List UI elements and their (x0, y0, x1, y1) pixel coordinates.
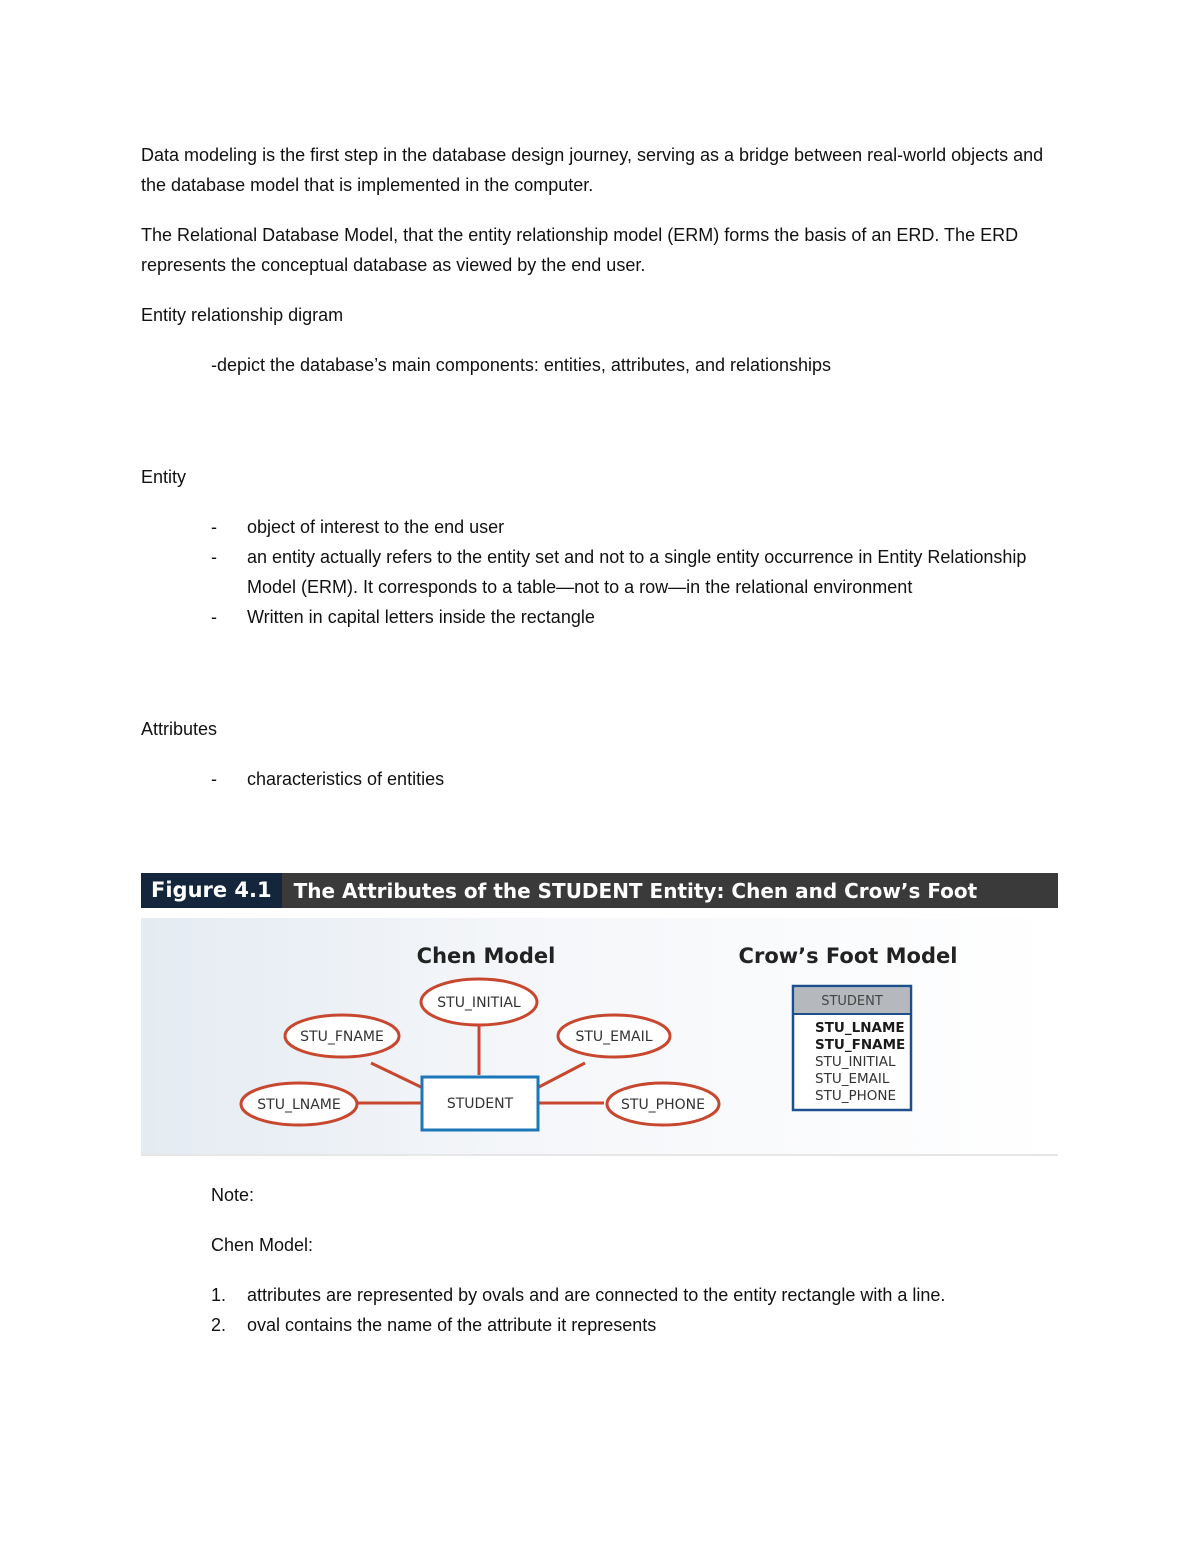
chen-model-heading: Chen Model: (211, 1235, 314, 1255)
crows-foot-attr-fname: STU_FNAME (815, 1037, 906, 1053)
bullet-marker: - (211, 769, 217, 789)
crows-foot-attr-lname: STU_LNAME (815, 1020, 905, 1036)
note-label: Note: (211, 1185, 255, 1205)
figure-4-1 (141, 873, 1058, 1156)
attribute-label-email: STU_EMAIL (575, 1029, 653, 1045)
crows-foot-model-title: Crow’s Foot Model (738, 944, 958, 968)
entity-heading: Entity (141, 467, 187, 487)
bullet-text: characteristics of entities (247, 769, 445, 789)
notes-section (211, 1180, 1051, 1340)
entity-bullet-1 (141, 512, 1061, 542)
intro-paragraph-1: Data modeling is the first step in the database design journey, serving as a bridge between real-world objects and the database model that is implemented in the computer. (141, 145, 1044, 195)
numbered-item-1 (211, 1280, 1051, 1310)
attribute-label-initial: STU_INITIAL (437, 995, 521, 1011)
figure-caption-bar (141, 873, 1058, 908)
attributes-heading: Attributes (141, 719, 218, 739)
bullet-text: Written in capital letters inside the rectangle (247, 607, 595, 627)
figure-body (141, 918, 1058, 1156)
crows-foot-attr-phone: STU_PHONE (815, 1088, 896, 1104)
chen-model-title: Chen Model (416, 944, 556, 968)
erd-description: -depict the database’s main components: entities, attributes, and relationships (211, 355, 832, 375)
figure-title: The Attributes of the STUDENT Entity: Chen and Crow’s Foot (293, 878, 978, 903)
attribute-label-phone: STU_PHONE (621, 1097, 705, 1113)
intro-paragraph-2: The Relational Database Model, that the entity relationship model (ERM) forms the basis of an ERD. The ERD represents the conceptual database as viewed by the end user. (141, 225, 1019, 275)
entity-bullet-2 (141, 542, 1061, 602)
crows-foot-entity-name: STUDENT (821, 994, 883, 1009)
crows-foot-attr-email: STU_EMAIL (815, 1071, 890, 1087)
chen-entity-label: STUDENT (446, 1096, 514, 1112)
line-email (537, 1063, 585, 1088)
attributes-bullet-1 (141, 764, 1061, 794)
figure-number: Figure 4.1 (141, 873, 282, 908)
entity-bullet-3 (141, 602, 1061, 632)
line-fname (371, 1063, 423, 1088)
bullet-marker: - (211, 547, 217, 567)
bullet-text: an entity actually refers to the entity set and not to a single entity occurrence in Entity Relationship Model (ERM). It corresponds to a table—not to a row—in the relational environment (247, 547, 1027, 597)
bullet-text: object of interest to the end user (247, 517, 505, 537)
item-text: attributes are represented by ovals and are connected to the entity rectangle with a line. (247, 1285, 946, 1305)
document-body (141, 140, 1061, 794)
item-text: oval contains the name of the attribute it represents (247, 1315, 657, 1335)
bullet-marker: - (211, 607, 217, 627)
numbered-item-2 (211, 1310, 1051, 1340)
attribute-label-fname: STU_FNAME (300, 1029, 384, 1045)
item-number: 1. (211, 1285, 227, 1305)
erd-heading: Entity relationship digram (141, 305, 344, 325)
diagram-canvas (141, 918, 1058, 1154)
attribute-label-lname: STU_LNAME (257, 1097, 341, 1113)
bullet-marker: - (211, 517, 217, 537)
crows-foot-attr-initial: STU_INITIAL (815, 1054, 896, 1070)
item-number: 2. (211, 1315, 227, 1335)
